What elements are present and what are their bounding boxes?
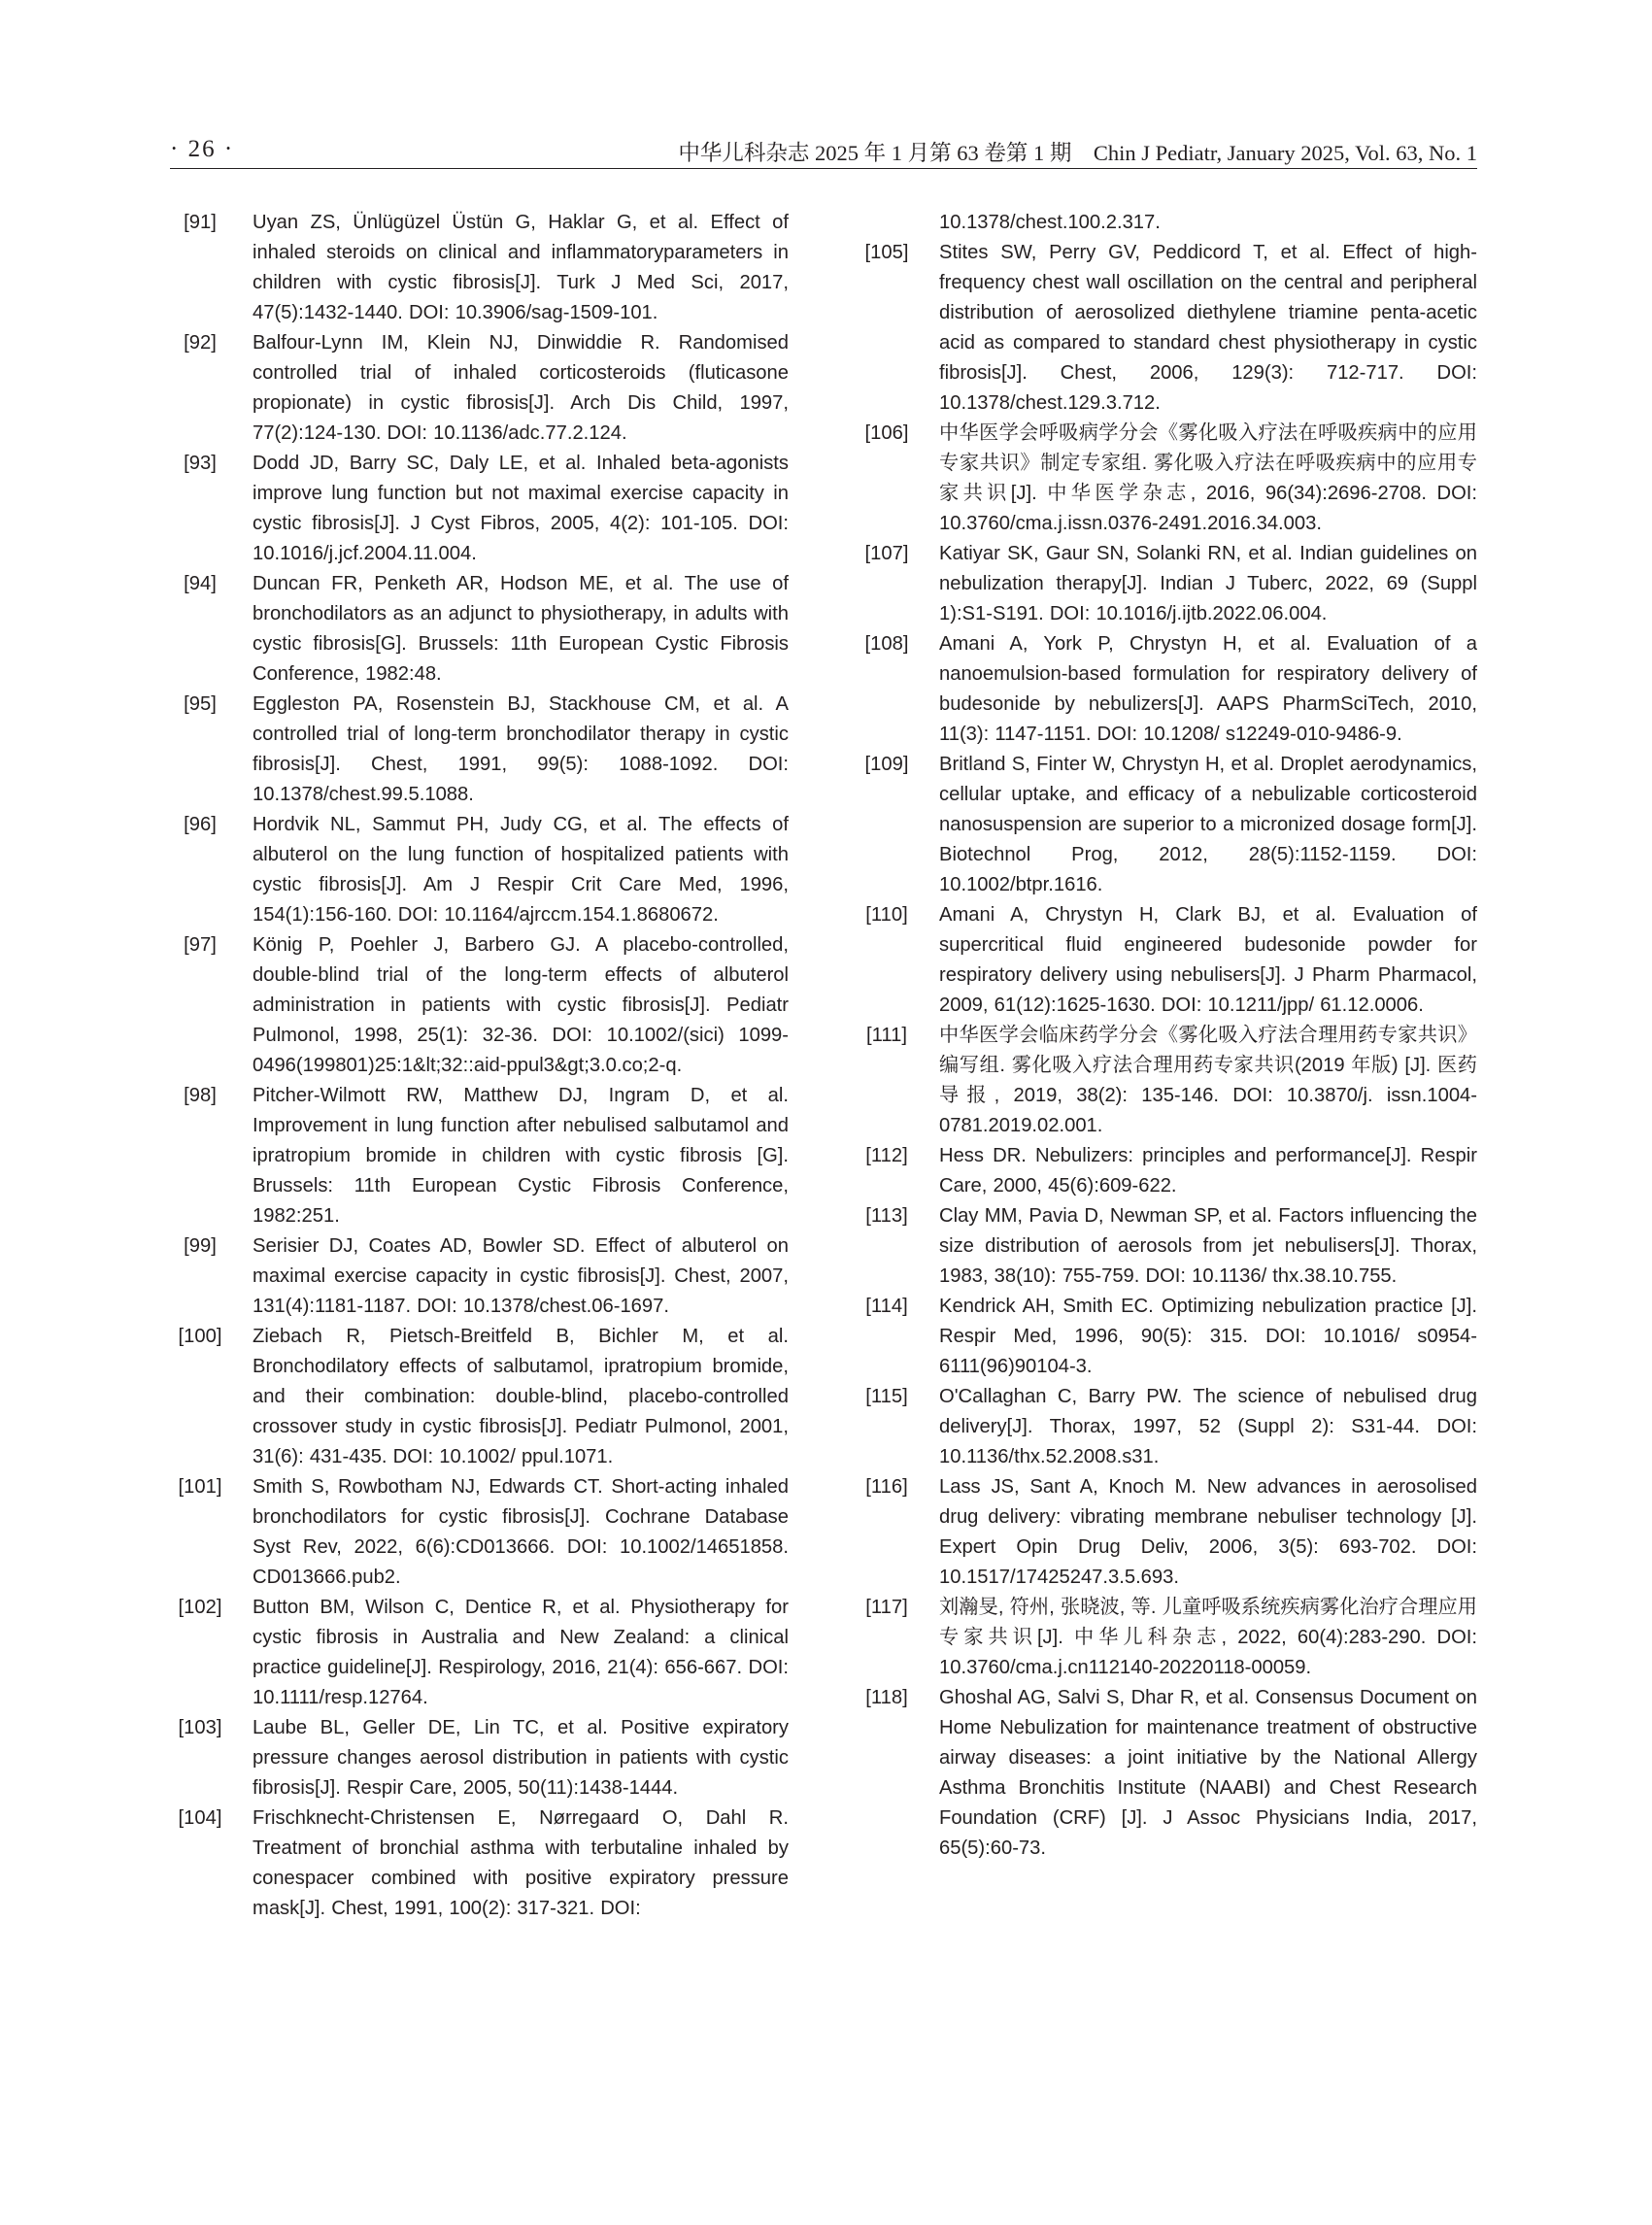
reference-item — [860, 1382, 1477, 1472]
reference-text: Hordvik NL, Sammut PH, Judy CG, et al. The effects of albuterol on the lung function of hospitalized patients with cystic fibrosis[J]. Am J Respir Crit Care Med, 1996, 154(1):156-160. DOI: 10.1164/ajrccm.154.1.8680672. — [253, 814, 789, 926]
reference-item — [860, 629, 1477, 750]
reference-text: Balfour-Lynn IM, Klein NJ, Dinwiddie R. Randomised controlled trial of inhaled corticosteroids (fluticasone propionate) in cystic fibrosis[J]. Arch Dis Child, 1997, 77(2):124-130. DOI: 10.1136/adc.77.2.124. — [253, 332, 789, 444]
reference-text: Stites SW, Perry GV, Peddicord T, et al. Effect of high-frequency chest wall oscillation on the central and peripheral distribution of aerosolized diethylene triamine penta-acetic acid as compared to standard chest physiotherapy in cystic fibrosis[J]. Chest, 2006, 129(3): 712-717. DOI: 10.1378/chest.129.3.712. — [939, 242, 1477, 414]
reference-number: [95] — [184, 693, 217, 715]
reference-text: Smith S, Rowbotham NJ, Edwards CT. Short-acting inhaled bronchodilators for cystic fibrosis[J]. Cochrane Database Syst Rev, 2022, 6(6):CD013666. DOI: 10.1002/14651858. CD013666.pub2. — [253, 1476, 789, 1588]
reference-number: [104] — [178, 1807, 222, 1829]
reference-text: Amani A, York P, Chrystyn H, et al. Evaluation of a nanoemulsion-based formulation for respiratory delivery of budesonide by nebulizers[J]. AAPS PharmSciTech, 2010, 11(3): 1147-1151. DOI: 10.1208/ s12249-010-9486-9. — [939, 633, 1477, 745]
reference-item — [173, 208, 789, 328]
reference-item — [860, 900, 1477, 1021]
reference-item — [860, 238, 1477, 419]
reference-number: [107] — [864, 543, 909, 564]
reference-item — [173, 1593, 789, 1713]
reference-text: Uyan ZS, Ünlügüzel Üstün G, Haklar G, et al. Effect of inhaled steroids on clinical and inflammatoryparameters in children with cystic fibrosis[J]. Turk J Med Sci, 2017, 47(5):1432-1440. DOI: 10.3906/sag-1509-101. — [253, 212, 789, 323]
reference-text: Ziebach R, Pietsch-Breitfeld B, Bichler M, et al. Bronchodilatory effects of salbutamol, ipratropium bromide, and their combination: double-blind, placebo-controlled crossover study in cystic fibrosis[J]. Pediatr Pulmonol, 2001, 31(6): 431-435. DOI: 10.1002/ ppul.1071. — [253, 1326, 789, 1467]
reference-item — [173, 328, 789, 449]
reference-item — [173, 1472, 789, 1593]
reference-item — [173, 690, 789, 810]
reference-text: Lass JS, Sant A, Knoch M. New advances in aerosolised drug delivery: vibrating membrane nebuliser technology [J]. Expert Opin Drug Deliv, 2006, 3(5): 693-702. DOI: 10.1517/17425247.3.5.693. — [939, 1476, 1477, 1588]
reference-number: [91] — [184, 212, 217, 233]
reference-text: Clay MM, Pavia D, Newman SP, et al. Factors influencing the size distribution of aerosols from jet nebulisers[J]. Thorax, 1983, 38(10): 755-759. DOI: 10.1136/ thx.38.10.755. — [939, 1205, 1477, 1287]
reference-number: [96] — [184, 814, 217, 835]
reference-text: 中华医学会呼吸病学分会《雾化吸入疗法在呼吸疾病中的应用专家共识》制定专家组. 雾化吸入疗法在呼吸疾病中的应用专家共识[J]. 中华医学杂志, 2016, 96(34):2696-2708. DOI: 10.3760/cma.j.issn.0376-2491.2016.34.003. — [939, 422, 1477, 534]
reference-item — [173, 1081, 789, 1231]
reference-number: [117] — [865, 1597, 908, 1618]
header-rule — [170, 168, 1477, 169]
reference-item — [860, 208, 1477, 238]
reference-number: [116] — [865, 1476, 908, 1498]
reference-item — [860, 1593, 1477, 1683]
reference-text: Serisier DJ, Coates AD, Bowler SD. Effect of albuterol on maximal exercise capacity in cystic fibrosis[J]. Chest, 2007, 131(4):1181-1187. DOI: 10.1378/chest.06-1697. — [253, 1235, 789, 1317]
reference-number: [114] — [865, 1296, 908, 1317]
reference-text: Frischknecht-Christensen E, Nørregaard O, Dahl R. Treatment of bronchial asthma with terbutaline inhaled by conespacer combined with positive expiratory pressure mask[J]. Chest, 1991, 100(2): 317-321. DOI: — [253, 1807, 789, 1919]
reference-number: [93] — [184, 453, 217, 474]
reference-number: [98] — [184, 1085, 217, 1106]
reference-number: [92] — [184, 332, 217, 354]
reference-item — [173, 1713, 789, 1804]
reference-item — [860, 539, 1477, 629]
reference-number: [110] — [865, 904, 908, 926]
reference-number: [109] — [864, 754, 909, 775]
journal-citation: 中华儿科杂志 2025 年 1 月第 63 卷第 1 期 Chin J Pediatr, January 2025, Vol. 63, No. 1 — [678, 141, 1477, 165]
reference-number: [105] — [864, 242, 909, 263]
reference-text: Laube BL, Geller DE, Lin TC, et al. Positive expiratory pressure changes aerosol distribution in patients with cystic fibrosis[J]. Respir Care, 2005, 50(11):1438-1444. — [253, 1717, 789, 1799]
reference-column-left — [173, 208, 789, 1924]
reference-number: [97] — [184, 934, 217, 956]
reference-item — [173, 449, 789, 569]
reference-item — [173, 1231, 789, 1322]
reference-text: Eggleston PA, Rosenstein BJ, Stackhouse CM, et al. A controlled trial of long-term bronchodilator therapy in cystic fibrosis[J]. Chest, 1991, 99(5): 1088-1092. DOI: 10.1378/chest.99.5.1088. — [253, 693, 789, 805]
reference-text: O'Callaghan C, Barry PW. The science of nebulised drug delivery[J]. Thorax, 1997, 52 (Suppl 2): S31-44. DOI: 10.1136/thx.52.2008.s31. — [939, 1386, 1477, 1467]
reference-number: [102] — [178, 1597, 222, 1618]
running-header — [170, 134, 1477, 165]
reference-item — [173, 569, 789, 690]
reference-number: [103] — [178, 1717, 222, 1738]
reference-text: 10.1378/chest.100.2.317. — [939, 212, 1161, 233]
reference-number: [94] — [184, 573, 217, 594]
reference-text: Ghoshal AG, Salvi S, Dhar R, et al. Consensus Document on Home Nebulization for maintenance treatment of obstructive airway diseases: a joint initiative by the National Allergy Asthma Bronchitis Institute (NAABI) and Chest Research Foundation (CRF) [J]. J Assoc Physicians India, 2017, 65(5):60-73. — [939, 1687, 1477, 1859]
reference-number: [108] — [864, 633, 909, 655]
reference-item — [860, 1141, 1477, 1201]
reference-item — [173, 810, 789, 930]
reference-text: Britland S, Finter W, Chrystyn H, et al. Droplet aerodynamics, cellular uptake, and efficacy of a nebulizable corticosteroid nanosuspension are superior to a micronized dosage form[J]. Biotechnol Prog, 2012, 28(5):1152-1159. DOI: 10.1002/btpr.1616. — [939, 754, 1477, 895]
reference-item — [860, 1683, 1477, 1864]
reference-item — [173, 1804, 789, 1924]
reference-number: [111] — [866, 1025, 907, 1046]
reference-text: Hess DR. Nebulizers: principles and performance[J]. Respir Care, 2000, 45(6):609-622. — [939, 1145, 1477, 1197]
reference-column-right — [860, 208, 1477, 1864]
reference-item — [860, 750, 1477, 900]
reference-item — [173, 930, 789, 1081]
reference-number: [112] — [865, 1145, 908, 1166]
reference-text: 刘瀚旻, 符州, 张晓波, 等. 儿童呼吸系统疾病雾化治疗合理应用专家共识[J]. 中华儿科杂志, 2022, 60(4):283-290. DOI: 10.3760/cma.j.cn112140-20220118-00059. — [939, 1597, 1477, 1678]
reference-item — [860, 419, 1477, 539]
reference-item — [860, 1201, 1477, 1292]
reference-text: 中华医学会临床药学分会《雾化吸入疗法合理用药专家共识》编写组. 雾化吸入疗法合理用药专家共识(2019 年版) [J]. 医药导报, 2019, 38(2): 135-146. DOI: 10.3870/j. issn.1004-0781.2019.02.001. — [939, 1025, 1477, 1136]
reference-text: Dodd JD, Barry SC, Daly LE, et al. Inhaled beta-agonists improve lung function but not maximal exercise capacity in cystic fibrosis[J]. J Cyst Fibros, 2005, 4(2): 101-105. DOI: 10.1016/j.jcf.2004.11.004. — [253, 453, 789, 564]
reference-item — [173, 1322, 789, 1472]
reference-number: [113] — [865, 1205, 908, 1227]
reference-number: [106] — [864, 422, 909, 444]
reference-text: Duncan FR, Penketh AR, Hodson ME, et al. The use of bronchodilators as an adjunct to physiotherapy, in adults with cystic fibrosis[G]. Brussels: 11th European Cystic Fibrosis Conference, 1982:48. — [253, 573, 789, 685]
reference-item — [860, 1021, 1477, 1141]
reference-text: Button BM, Wilson C, Dentice R, et al. Physiotherapy for cystic fibrosis in Australia and New Zealand: a clinical practice guideline[J]. Respirology, 2016, 21(4): 656-667. DOI: 10.1111/resp.12764. — [253, 1597, 789, 1708]
page-number: · 26 · — [170, 136, 235, 162]
reference-number: [115] — [865, 1386, 908, 1407]
reference-text: König P, Poehler J, Barbero GJ. A placebo-controlled, double-blind trial of the long-term effects of albuterol administration in patients with cystic fibrosis[J]. Pediatr Pulmonol, 1998, 25(1): 32-36. DOI: 10.1002/(sici) 1099-0496(199801)25:1&lt;32::aid-ppul3&gt;3.0.co;2-q. — [253, 934, 789, 1076]
reference-text: Kendrick AH, Smith EC. Optimizing nebulization practice [J]. Respir Med, 1996, 90(5): 315. DOI: 10.1016/ s0954-6111(96)90104-3. — [939, 1296, 1477, 1377]
reference-item — [860, 1472, 1477, 1593]
reference-item — [860, 1292, 1477, 1382]
reference-text: Pitcher-Wilmott RW, Matthew DJ, Ingram D, et al. Improvement in lung function after nebulised salbutamol and ipratropium bromide in children with cystic fibrosis [G]. Brussels: 11th European Cystic Fibrosis Conference, 1982:251. — [253, 1085, 789, 1227]
reference-number: [101] — [178, 1476, 222, 1498]
reference-number: [100] — [178, 1326, 222, 1347]
reference-number: [99] — [184, 1235, 217, 1257]
reference-number: [118] — [865, 1687, 908, 1708]
reference-text: Amani A, Chrystyn H, Clark BJ, et al. Evaluation of supercritical fluid engineered budesonide powder for respiratory delivery using nebulisers[J]. J Pharm Pharmacol, 2009, 61(12):1625-1630. DOI: 10.1211/jpp/ 61.12.0006. — [939, 904, 1477, 1016]
reference-text: Katiyar SK, Gaur SN, Solanki RN, et al. Indian guidelines on nebulization therapy[J]. Indian J Tuberc, 2022, 69 (Suppl 1):S1-S191. DOI: 10.1016/j.ijtb.2022.06.004. — [939, 543, 1477, 624]
